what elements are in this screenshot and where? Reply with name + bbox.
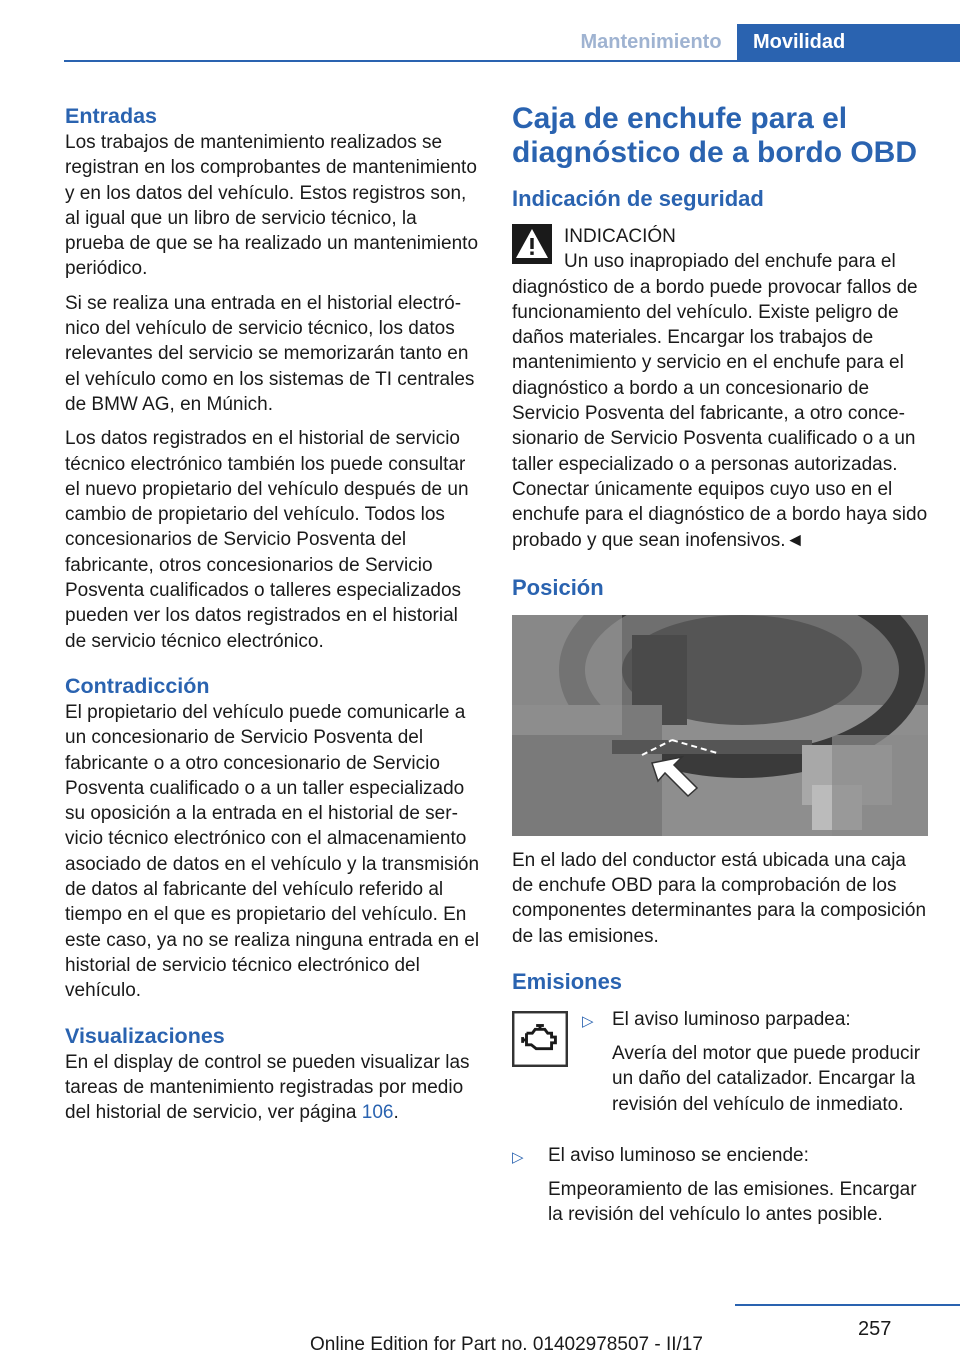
bullet-1-text: Avería del motor que puede producir un daño del catalizador. Encargar la revisión del vehículo de inmediato. bbox=[612, 1043, 921, 1115]
visualizaciones-text: En el display de control se pueden visualizar las tareas de mantenimiento registradas por medio del historial de servicio, ver página bbox=[65, 1051, 470, 1124]
entradas-paragraph-3: Los datos registrados en el historial de servicio técnico electrónico también los puede consultar el nuevo propietario del vehículo después de un cambio de propietario del vehículo. Todos los concesionarios de Servicio Posventa del fabricante, otros concesionarios de Servicio Posventa cualificados o talleres especializados pueden ver los datos registrados en el historial de servicio técnico electrónico. bbox=[65, 428, 469, 652]
left-column bbox=[65, 102, 480, 1134]
page-number: 257 bbox=[858, 1318, 892, 1340]
emissions-list bbox=[512, 1007, 930, 1226]
visualizaciones-end: . bbox=[393, 1102, 399, 1124]
right-column bbox=[512, 102, 930, 1226]
position-heading: Posición bbox=[512, 574, 604, 600]
header-rule bbox=[64, 60, 960, 62]
bullet-1-glyph: ▷ bbox=[582, 1013, 594, 1031]
contradiccion-heading: Contradicción bbox=[65, 673, 210, 698]
bullet-2-glyph: ▷ bbox=[512, 1149, 524, 1167]
emissions-heading: Emisiones bbox=[512, 969, 623, 995]
obd-title: Caja de enchufe para el diagnóstico de a bordo OBD bbox=[512, 102, 918, 169]
warning-label: INDICACIÓN bbox=[564, 226, 676, 247]
chapter-tab[interactable]: Movilidad bbox=[737, 24, 960, 61]
bullet-2-title: El aviso luminoso se enciende: bbox=[548, 1145, 809, 1167]
warning-triangle-icon bbox=[512, 224, 552, 264]
contradiccion-paragraph: El propietario del vehículo puede comunicarle a un concesionario de Servicio Posventa del fabricante o a otro concesionario de Servicio Posventa cualificado o a un taller especializado su oposición a la entrada en el historial de servicio técnico electrónico con el almacenamiento asociado de datos en el vehículo y la transmisión de datos al fabricante del vehículo referido al tiempo en el que es propietario del vehículo. En este caso, ya no se realiza ninguna entrada en el historial de servicio técnico electrónico del vehículo. bbox=[65, 701, 480, 1002]
warning-box bbox=[512, 224, 930, 553]
entradas-heading: Entradas bbox=[65, 104, 158, 128]
page-reference-link[interactable]: 106 bbox=[361, 1102, 394, 1124]
bullet-1-title: El aviso luminoso parpadea: bbox=[612, 1009, 851, 1031]
position-caption: En el lado del conductor está ubicada una caja de enchufe OBD para la comprobación de los componentes determinantes para la composición de las emisiones. bbox=[512, 849, 927, 947]
safety-heading: Indicación de seguridad bbox=[512, 186, 764, 211]
warning-lead: Un uso inapropiado del enchufe para el bbox=[564, 251, 896, 273]
entradas-paragraph-1: Los trabajos de mantenimiento realizados se registran en los comprobantes de mantenimiento y en los datos del vehículo. Estos registros son, al igual que un libro de servicio técnico, la prueba de que se ha realizado un mantenimiento periódico. bbox=[65, 132, 479, 280]
obd-location-photo bbox=[512, 615, 928, 836]
visualizaciones-paragraph bbox=[65, 1050, 480, 1126]
bullet-2-text: Empeoramiento de las emisiones. Encargar la revisión del vehículo lo antes posible. bbox=[548, 1179, 917, 1226]
section-tab[interactable]: Mantenimiento bbox=[580, 31, 722, 53]
page-header bbox=[0, 0, 960, 62]
edition-note: Online Edition for Part no. 01402978507 - II/17 bbox=[310, 1334, 703, 1355]
engine-warning-icon bbox=[512, 1011, 568, 1067]
footer-rule bbox=[735, 1304, 960, 1306]
entradas-paragraph-2: Si se realiza una entrada en el historial electrónico del vehículo de servicio técnico, los datos relevantes del servicio se memorizarán tanto en el vehículo como en los sistemas de TI centrales de BMW AG, en Múnich. bbox=[65, 292, 475, 415]
warning-text: diagnóstico de a bordo puede provocar fallos de funcionamiento del vehículo. Existe peligro de daños materiales. Encargar los trabajos de mantenimiento y servicio en el enchufe para el diagnóstico a bordo a un concesionario de Servicio Posventa del fabricante, a otro concesionario de Servicio Posventa cualificado o a un taller especializado o a personas autorizadas. Conectar únicamente equipos cuyo uso en el enchufe para el diagnóstico de a bordo haya sido probado y que sean inofensivos.◄ bbox=[512, 276, 928, 551]
visualizaciones-heading: Visualizaciones bbox=[65, 1023, 225, 1048]
